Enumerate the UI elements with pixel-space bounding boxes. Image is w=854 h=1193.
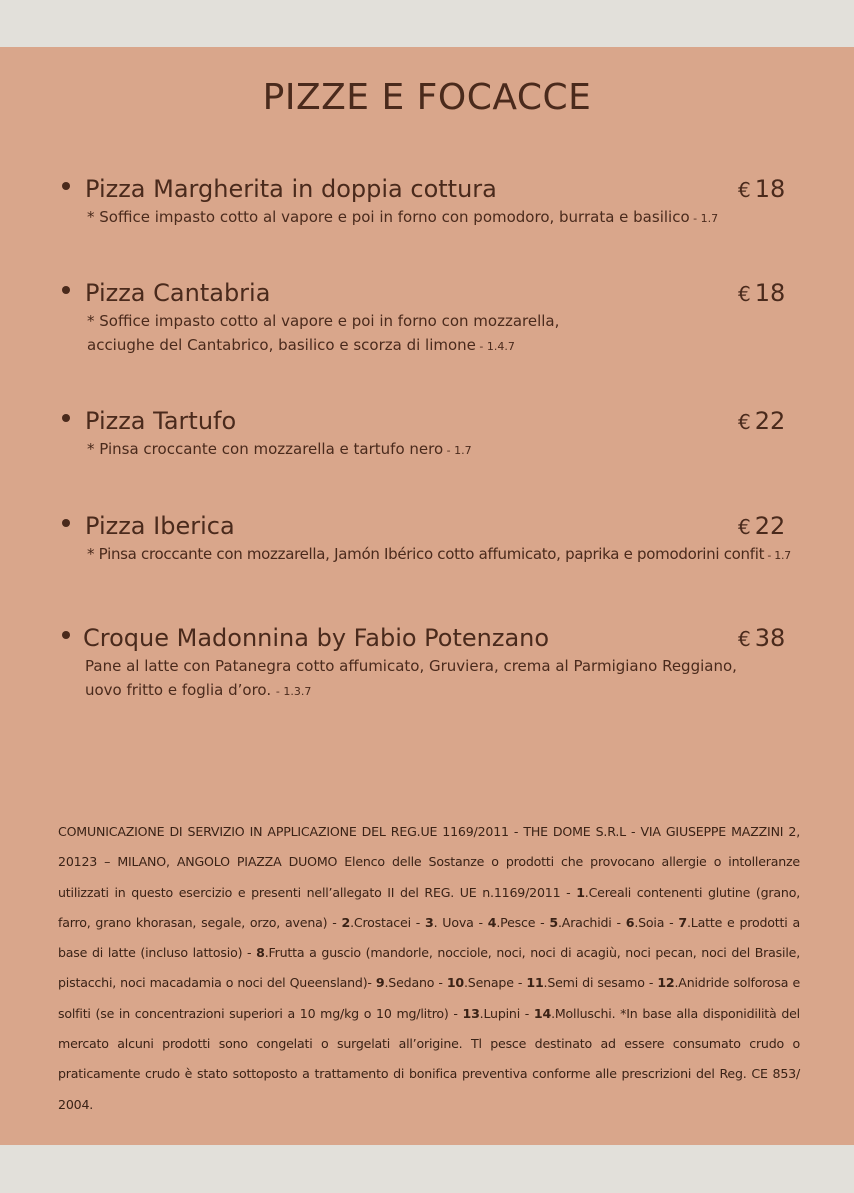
menu-item (62, 624, 802, 704)
allergen-text: .Arachidi - (557, 914, 626, 930)
page-title: PIZZE E FOCACCE (262, 77, 592, 118)
bullet-icon (62, 286, 70, 294)
allergen-number: 13 (462, 1005, 480, 1021)
allergen-number: 6 (625, 914, 635, 930)
allergen-text: .Semi di sesamo - (543, 975, 658, 991)
allergen-codes: - 1.3.7 (275, 685, 312, 698)
menu-item-price (738, 407, 785, 436)
menu-item-price (738, 279, 785, 308)
bullet-icon (62, 182, 70, 190)
menu-item-description (87, 542, 802, 568)
menu-item-header (62, 512, 802, 542)
allergen-text: .Pesce - (496, 914, 550, 930)
bullet-icon (62, 414, 70, 422)
menu-item (62, 407, 802, 463)
menu-item-header (62, 279, 802, 309)
allergen-text: .Anidride solforosa e solfiti (se in concentrazioni superiori a 10 mg/kg o 10 mg/litro) - (58, 975, 800, 1021)
allergen-text: .Senape - (463, 975, 527, 991)
description-line: * Soffice impasto cotto al vapore e poi in forno con mozzarella, (87, 312, 560, 330)
menu-item-name: Pizza Iberica (85, 512, 235, 540)
allergen-text: .Sedano - (384, 975, 447, 991)
currency-symbol: € (738, 627, 751, 651)
allergen-codes: - 1.7 (689, 212, 719, 225)
menu-item-name: Pizza Cantabria (85, 279, 271, 307)
menu-item-price (738, 175, 785, 204)
allergen-number: 8 (256, 945, 265, 961)
menu-item-header (62, 624, 802, 654)
description-line: Pane al latte con Patanegra cotto affumicato, Gruviera, crema al Parmigiano Reggiano, (85, 657, 737, 675)
allergen-text: .Molluschi. (551, 1005, 621, 1021)
menu-item (62, 512, 802, 568)
description-line: * Soffice impasto cotto al vapore e poi in forno con pomodoro, burrata e basilico (87, 208, 690, 226)
menu-item-header (62, 407, 802, 437)
price-value: 38 (754, 624, 786, 652)
allergen-text: .Cereali contenenti glutine (grano, farro, grano khorasan, segale, orzo, avena) - (58, 884, 801, 930)
description-line: * Pinsa croccante con mozzarella, Jamón Ibérico cotto affumicato, paprika e pomodorini confit (87, 545, 765, 563)
notice-intro: COMUNICAZIONE DI SERVIZIO IN APPLICAZIONE DEL REG.UE 1169/2011 - THE DOME S.R.L - VIA GIUSEPPE MAZZINI 2, 20123 – MILANO, ANGOLO PIAZZA DUOMO Elenco delle Sostanze o prodotti che provocano allergie o intolleranze utilizzati in questo esercizio e presenti nell’allegato II del REG. UE n.1169/2011 - (58, 824, 800, 900)
currency-symbol: € (738, 515, 751, 539)
menu-item-name: Pizza Tartufo (85, 407, 237, 435)
price-value: 18 (754, 175, 786, 203)
allergen-notice (58, 817, 800, 1120)
allergen-number: 3 (425, 914, 434, 930)
currency-symbol: € (738, 282, 751, 306)
allergen-number: 5 (549, 914, 558, 930)
description-line: uovo fritto e foglia d’oro. (85, 681, 276, 699)
allergen-text: .Latte e prodotti a base di latte (incluso lattosio) - (58, 914, 800, 961)
currency-symbol: € (738, 410, 751, 434)
menu-item-price (738, 624, 785, 653)
allergen-codes: - 1.4.7 (475, 340, 515, 353)
allergen-number: 11 (526, 975, 544, 991)
description-line: acciughe del Cantabrico, basilico e scorza di limone (87, 336, 476, 354)
allergen-number: 10 (446, 975, 464, 991)
menu-item-header (62, 175, 802, 205)
menu-item-description (87, 205, 802, 231)
bullet-icon (62, 631, 70, 639)
allergen-number: 9 (375, 975, 385, 991)
menu-item-name: Pizza Margherita in doppia cottura (85, 175, 497, 203)
allergen-number: 12 (657, 975, 675, 991)
menu-page (0, 47, 854, 1145)
notice-outro: *In base alla disponidilità del mercato alcuni prodotti sono congelati o surgelati all’origine. Tl pesce destinato ad essere consumato crudo o praticamente crudo è stato sottoposto a trattamento di bonifica preventiva conforme alle prescrizioni del Reg. CE 853/ 2004. (58, 1005, 800, 1112)
bullet-icon (62, 519, 70, 527)
allergen-number: 7 (678, 914, 687, 930)
menu-item (62, 175, 802, 231)
allergen-codes: - 1.7 (764, 549, 791, 562)
allergen-text: . Uova - (433, 914, 488, 930)
allergen-text: .Frutta a guscio (mandorle, nocciole, noci, noci di acagiù, noci pecan, noci del Brasile, pistacchi, noci macadamia o noci del Queensland)- (58, 945, 800, 991)
menu-item-description (87, 309, 802, 359)
menu-item-price (738, 512, 785, 541)
allergen-text: .Soia - (634, 914, 679, 930)
currency-symbol: € (738, 178, 751, 202)
price-value: 22 (754, 407, 786, 435)
allergen-codes: - 1.7 (443, 444, 472, 457)
menu-item-description (87, 437, 802, 463)
allergen-number: 4 (487, 914, 497, 930)
price-value: 22 (754, 512, 786, 540)
allergen-text: .Lupini - (479, 1005, 534, 1021)
allergen-number: 2 (341, 914, 351, 930)
menu-item-description (85, 654, 802, 704)
price-value: 18 (754, 279, 786, 307)
menu-item-name: Croque Madonnina by Fabio Potenzano (83, 624, 550, 652)
description-line: * Pinsa croccante con mozzarella e tartufo nero (87, 440, 444, 458)
allergen-number: 1 (576, 884, 585, 900)
allergen-number: 14 (533, 1005, 552, 1021)
allergen-text: .Crostacei - (350, 914, 426, 930)
menu-item (62, 279, 802, 359)
